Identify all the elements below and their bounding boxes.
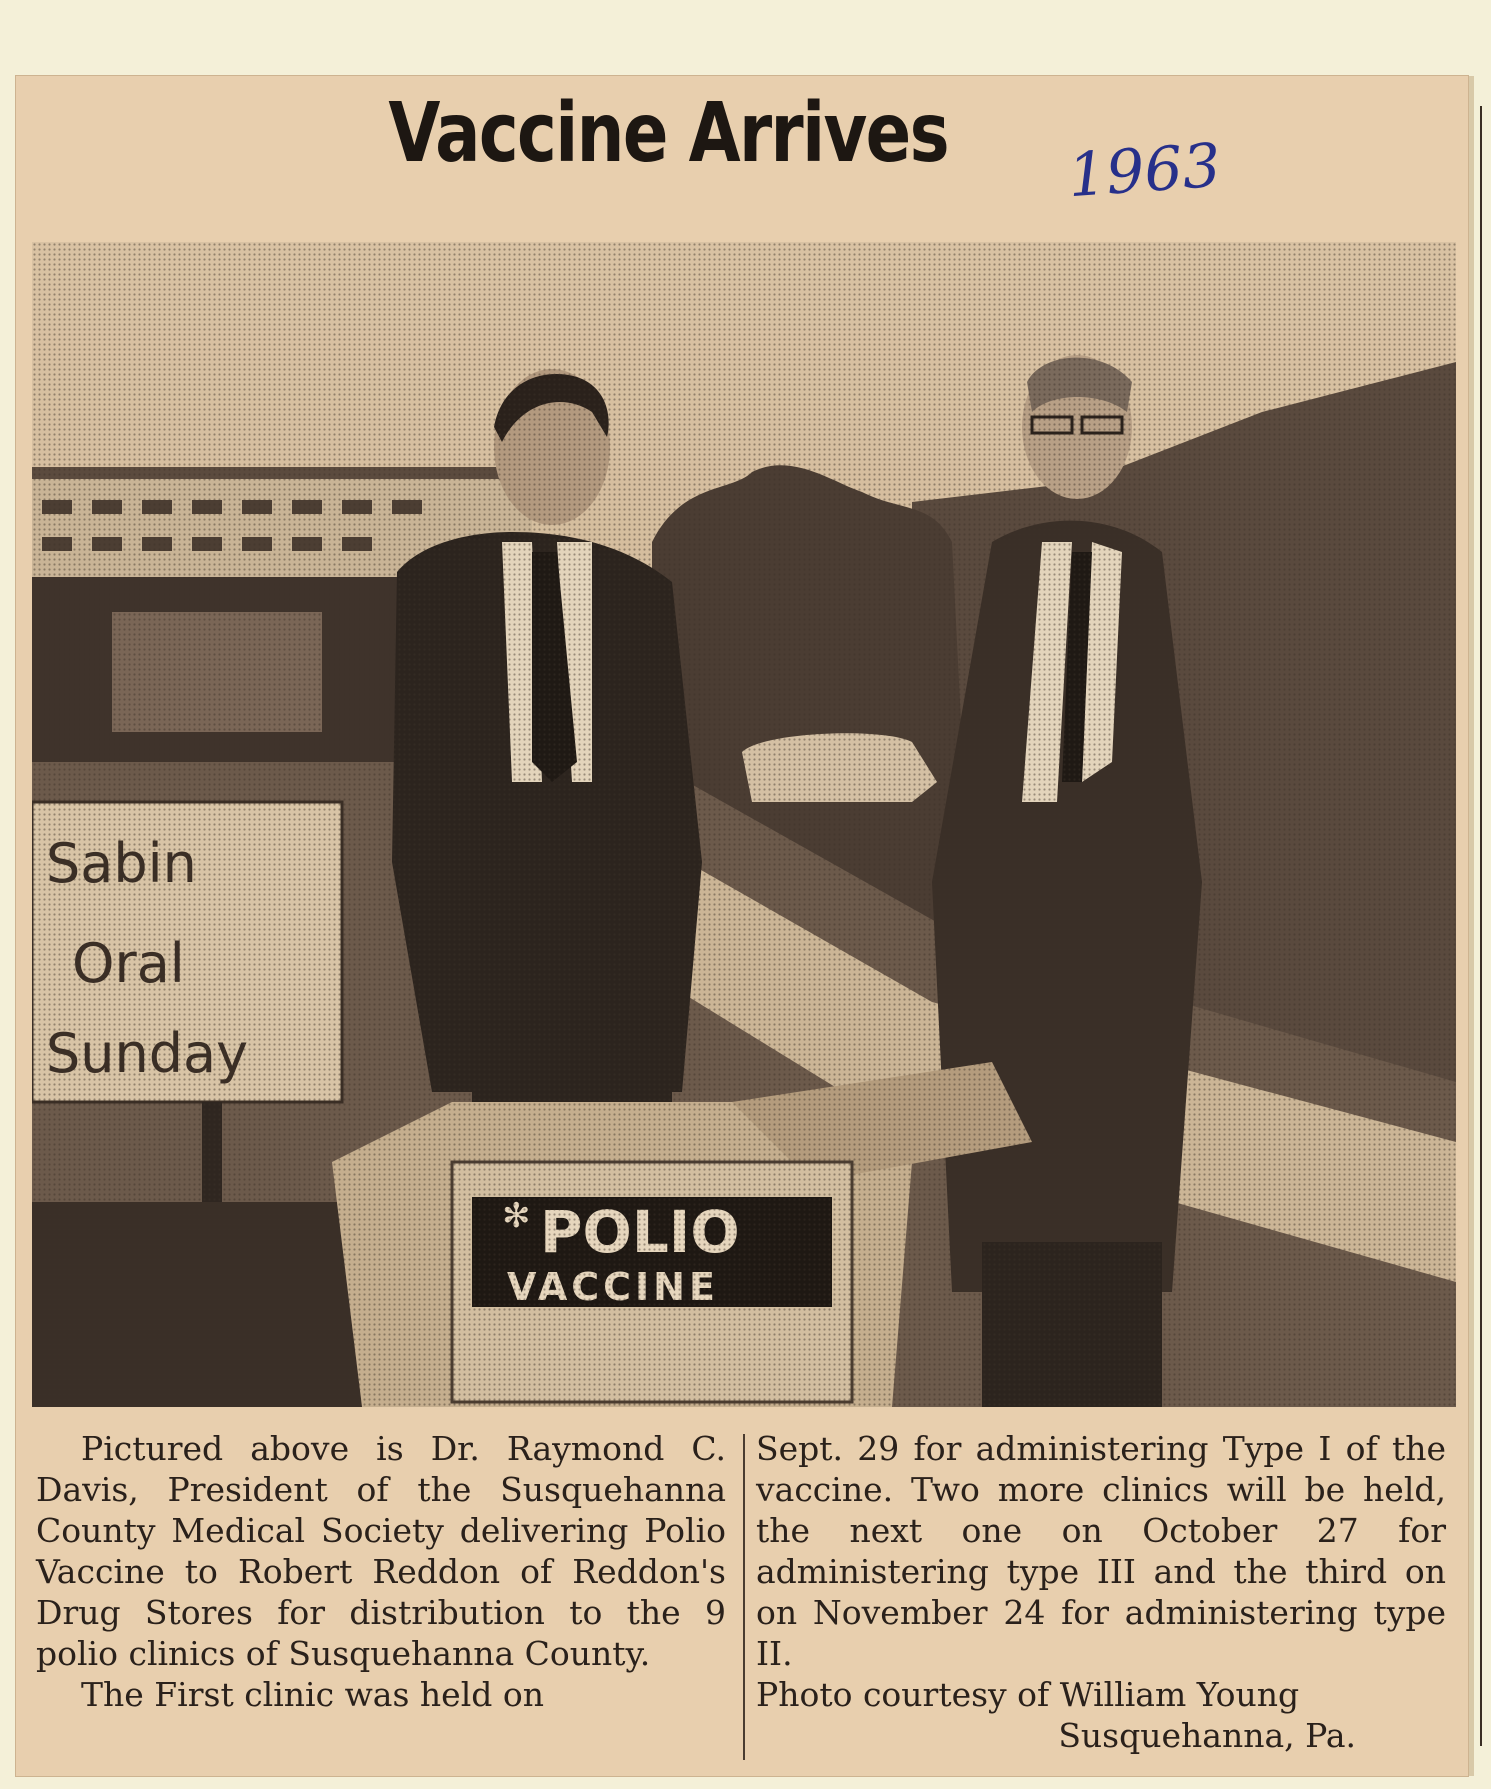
caption-continued: Sept. 29 for administering Type I of the vaccine. Two more clinics will be held, the next one on October 27 for administering type III and the third on on November 24 for administering type II. (756, 1429, 1446, 1673)
headline-text: Vaccine Arrives (388, 86, 949, 181)
news-photo (32, 242, 1456, 1407)
photo-credit-location: Susquehanna, Pa. (1058, 1716, 1356, 1755)
caption-left-column (36, 1428, 726, 1715)
caption-right-column (756, 1428, 1446, 1756)
caption-paragraph-1: Pictured above is Dr. Raymond C. Davis, President of the Susquehanna County Medical Society delivering Polio Vaccine to Robert Reddon of Reddon's Drug Stores for distribution to the 9 polio clinics of Susquehanna County. (36, 1429, 726, 1673)
column-divider (743, 1434, 745, 1760)
caption-paragraph-2: The First clinic was held on (81, 1675, 544, 1714)
handwritten-year: 1963 (1065, 130, 1223, 212)
newspaper-clipping (16, 76, 1468, 1776)
photo-credit: Photo courtesy of William Young (756, 1675, 1300, 1714)
